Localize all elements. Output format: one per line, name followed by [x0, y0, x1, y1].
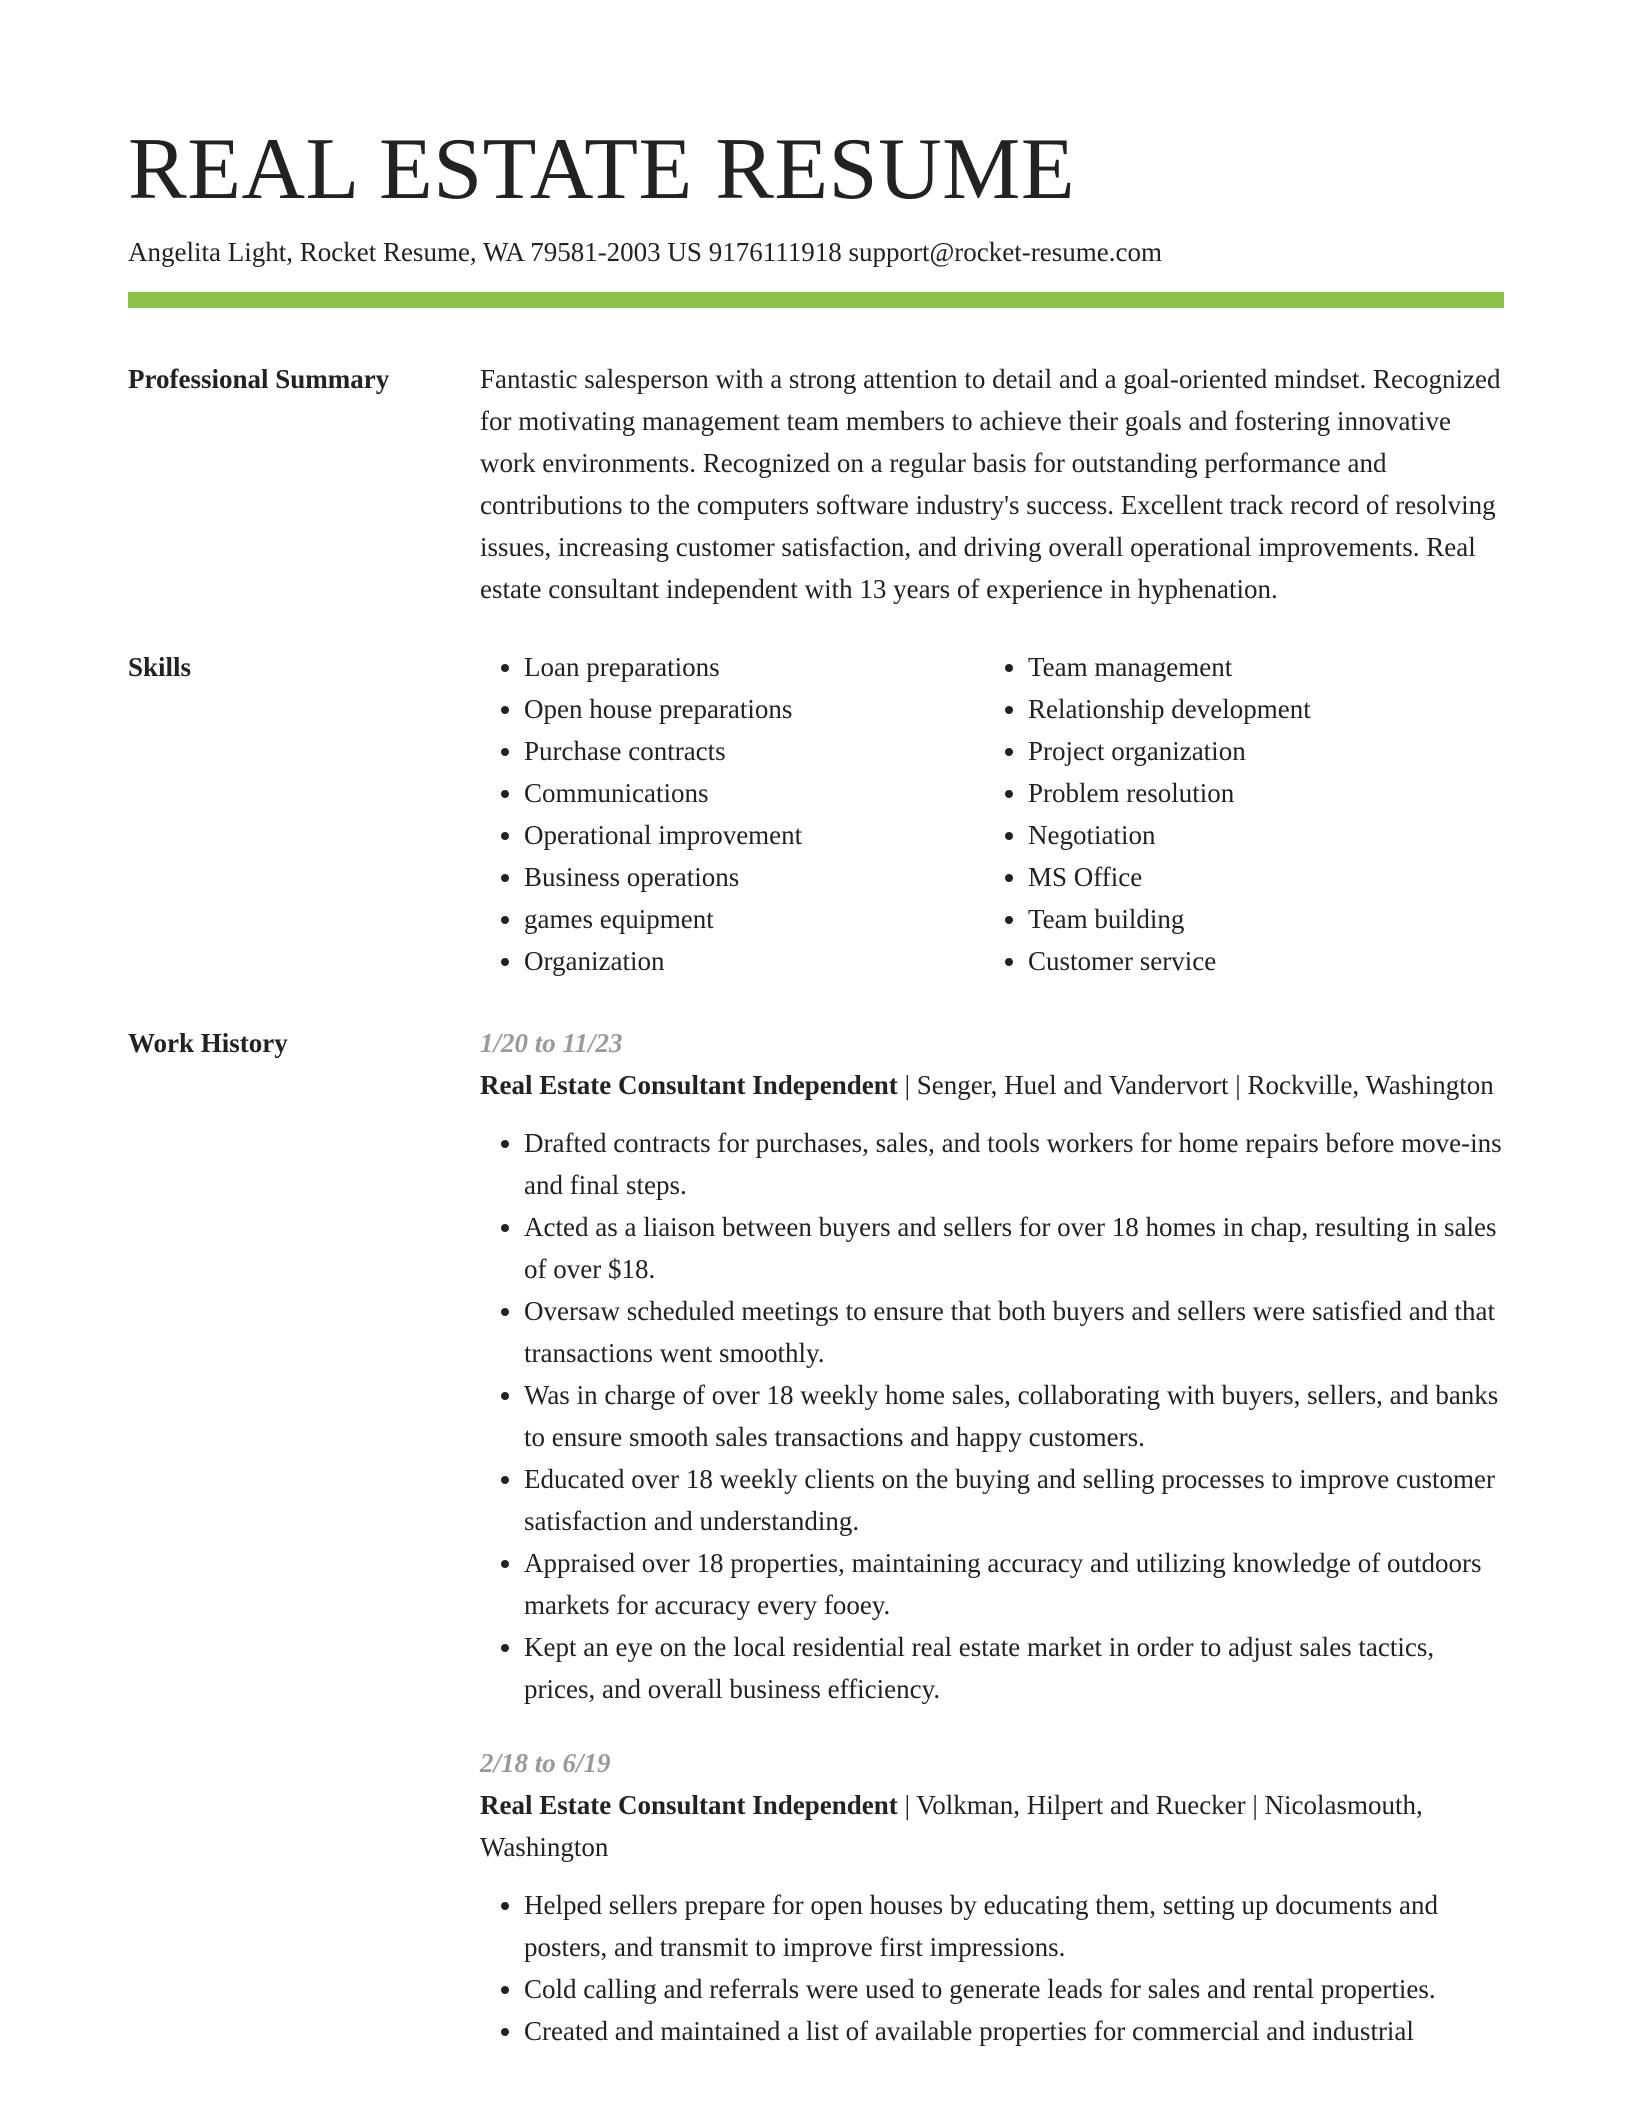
- resume-title: REAL ESTATE RESUME: [128, 121, 1076, 218]
- contact-line: Angelita Light, Rocket Resume, WA 79581-2003 US 9176111918 support@rocket-resume.com: [128, 237, 1162, 267]
- resume-page: [128, 0, 1504, 2052]
- skills-section: [128, 646, 1504, 982]
- skill-item: • Operational improvement: [524, 814, 984, 856]
- job-entry: [480, 1742, 1504, 2052]
- skill-item: • Organization: [524, 940, 984, 982]
- skill-item: • Problem resolution: [1028, 772, 1508, 814]
- job-bullet: • Cold calling and referrals were used to generate leads for sales and rental properties.: [524, 1968, 1504, 2010]
- job-heading: [480, 1784, 1504, 1868]
- job-bullet: • Appraised over 18 properties, maintaining accuracy and utilizing knowledge of outdoors markets for accuracy every fooey.: [524, 1542, 1504, 1626]
- skill-item: • Team building: [1028, 898, 1508, 940]
- job-bullet: • Kept an eye on the local residential real estate market in order to adjust sales tactics, prices, and overall business efficiency.: [524, 1626, 1504, 1710]
- skill-item: • Negotiation: [1028, 814, 1508, 856]
- job-date: 2/18 to 6/19: [480, 1748, 611, 1778]
- work-history-heading: Work History: [128, 1028, 288, 1058]
- skills-list-right: [984, 646, 1508, 982]
- skill-item: • Open house preparations: [524, 688, 984, 730]
- skill-item: • Project organization: [1028, 730, 1508, 772]
- skill-item: • Relationship development: [1028, 688, 1508, 730]
- job-bullet: • Drafted contracts for purchases, sales, and tools workers for home repairs before move-ins and final steps.: [524, 1122, 1504, 1206]
- skill-item: • Business operations: [524, 856, 984, 898]
- summary-heading: Professional Summary: [128, 364, 390, 394]
- job-heading: [480, 1064, 1504, 1106]
- skill-item: • Communications: [524, 772, 984, 814]
- job-date: 1/20 to 11/23: [480, 1028, 623, 1058]
- skill-item: • Team management: [1028, 646, 1508, 688]
- job-bullet: • Oversaw scheduled meetings to ensure that both buyers and sellers were satisfied and that transactions went smoothly.: [524, 1290, 1504, 1374]
- skill-item: • games equipment: [524, 898, 984, 940]
- skill-item: • Purchase contracts: [524, 730, 984, 772]
- job-title: Real Estate Consultant Independent: [480, 1790, 898, 1820]
- work-history-section: [128, 1022, 1504, 2052]
- job-bullet: • Created and maintained a list of available properties for commercial and industrial: [524, 2010, 1504, 2052]
- job-details: | Senger, Huel and Vandervort | Rockville, Washington: [897, 1070, 1494, 1100]
- job-bullet-list: [480, 1884, 1504, 2052]
- skill-item: • Loan preparations: [524, 646, 984, 688]
- summary-text: Fantastic salesperson with a strong attention to detail and a goal-oriented mindset. Recognized for motivating management team members to achieve their goals and fostering innovative work environments. Recognized on a regular basis for outstanding performance and contributions to the computers software industry's success. Excellent track record of resolving issues, increasing customer satisfaction, and driving overall operational improvements. Real estate consultant independent with 13 years of experience in hyphenation.: [480, 364, 1501, 604]
- skills-list-left: [480, 646, 984, 982]
- job-bullet: • Educated over 18 weekly clients on the buying and selling processes to improve customer satisfaction and understanding.: [524, 1458, 1504, 1542]
- job-bullet: • Acted as a liaison between buyers and sellers for over 18 homes in chap, resulting in sales of over $18.: [524, 1206, 1504, 1290]
- header-divider: [128, 292, 1504, 308]
- skills-heading: Skills: [128, 652, 192, 682]
- job-title: Real Estate Consultant Independent: [480, 1070, 898, 1100]
- summary-section: [128, 358, 1504, 610]
- job-entry: [480, 1022, 1504, 1710]
- job-details: | Volkman, Hilpert and Ruecker | Nicolasmouth, Washington: [480, 1790, 1423, 1862]
- job-bullet: • Was in charge of over 18 weekly home sales, collaborating with buyers, sellers, and banks to ensure smooth sales transactions and happy customers.: [524, 1374, 1504, 1458]
- job-bullet: • Helped sellers prepare for open houses by educating them, setting up documents and posters, and transmit to improve first impressions.: [524, 1884, 1504, 1968]
- skills-columns: [480, 646, 1508, 982]
- job-bullet-list: [480, 1122, 1504, 1710]
- skill-item: • MS Office: [1028, 856, 1508, 898]
- skill-item: • Customer service: [1028, 940, 1508, 982]
